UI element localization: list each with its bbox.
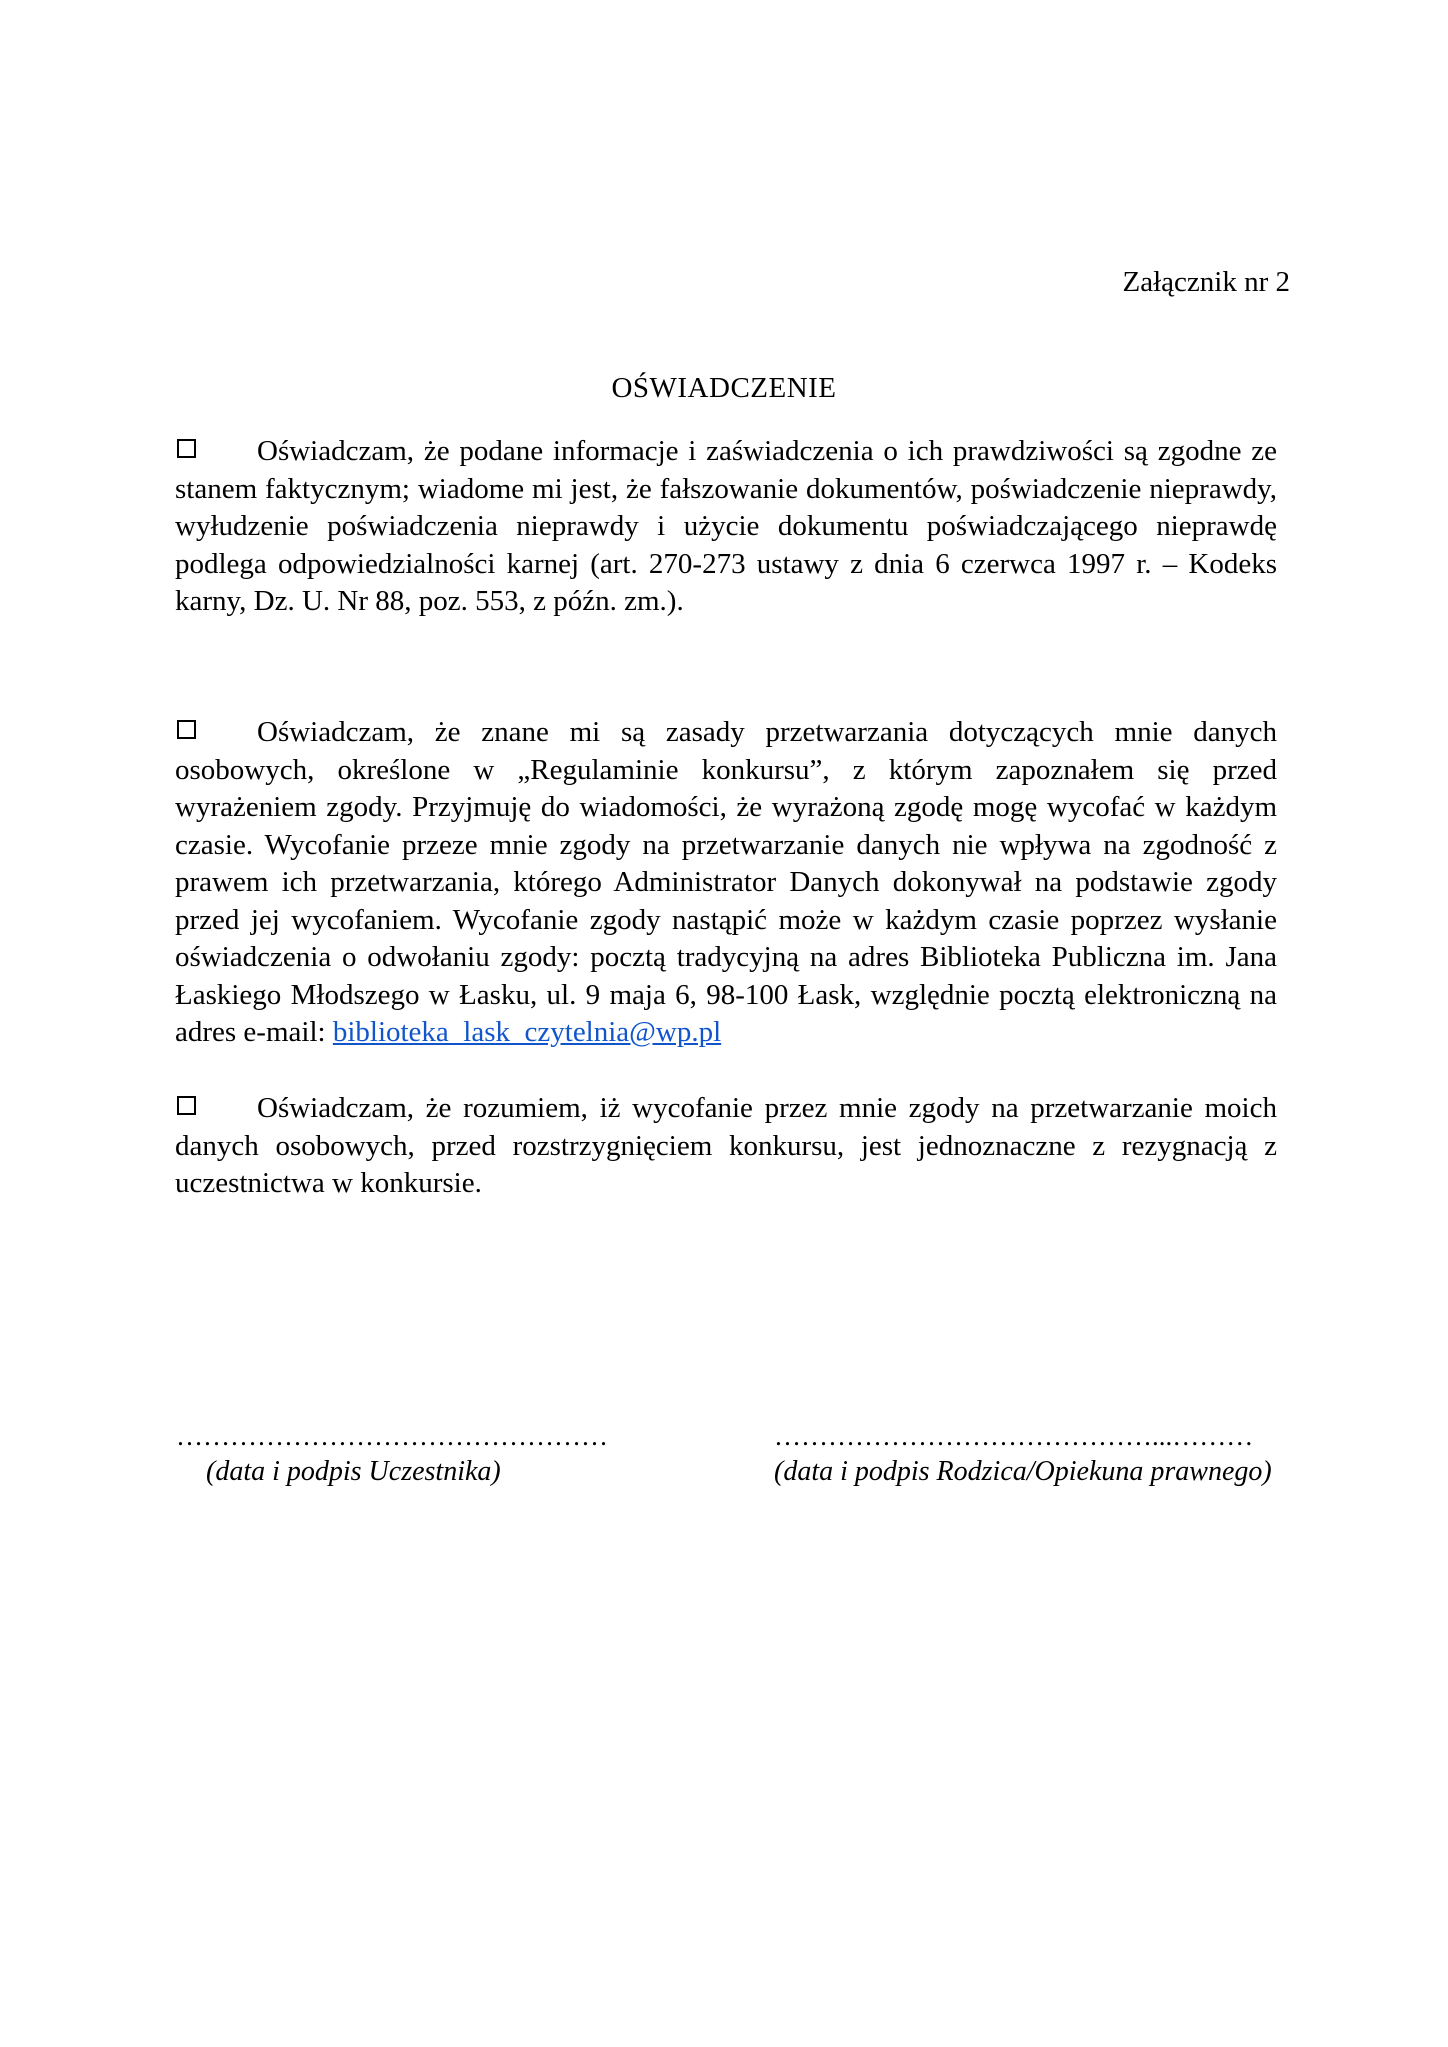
guardian-signature-line: ……………………………………...……… [774,1421,1254,1451]
participant-signature-block [176,1418,656,1490]
guardian-signature-block [774,1418,1294,1490]
declaration-2 [175,714,1277,1052]
declaration-1-checkbox[interactable] [177,439,196,458]
guardian-signature-label: (data i podpis Rodzica/Opiekuna prawnego) [774,1456,1272,1487]
participant-signature-label: (data i podpis Uczestnika) [206,1456,501,1487]
declaration-1-text: Oświadczam, że podane informacje i zaświadczenia o ich prawdziwości są zgodne ze stanem faktycznym; wiadome mi jest, że fałszowanie dokumentów, poświadczenie nieprawdy, wyłudzenie poświadczenia nieprawdy i użycie dokumentu poświadczającego nieprawdę podlega odpowiedzialności karnej (art. 270-273 ustawy z dnia 6 czerwca 1997 r. – Kodeks karny, Dz. U. Nr 88, poz. 553, z późn. zm.). [175,435,1277,617]
declaration-3 [175,1090,1277,1203]
declaration-2-checkbox[interactable] [177,720,196,739]
annex-label: Załącznik nr 2 [1122,266,1290,298]
participant-signature-line: ………………………………………… [176,1421,608,1451]
declaration-3-text: Oświadczam, że rozumiem, iż wycofanie przez mnie zgody na przetwarzanie moich danych osobowych, przed rozstrzygnięciem konkursu, jest jednoznaczne z rezygnacją z uczestnictwa w konkursie. [175,1092,1277,1199]
email-link[interactable]: biblioteka_lask_czytelnia@wp.pl [332,1016,722,1048]
document-title: OŚWIADCZENIE [611,372,837,404]
declaration-1 [175,433,1277,621]
declaration-3-checkbox[interactable] [177,1096,196,1115]
declaration-2-text: Oświadczam, że znane mi są zasady przetwarzania dotyczących mnie danych osobowych, określone w „Regulaminie konkursu”, z którym zapoznałem się przed wyrażeniem zgody. Przyjmuję do wiadomości, że wyrażoną zgodę mogę wycofać w każdym czasie. Wycofanie przeze mnie zgody na przetwarzanie danych nie wpływa na zgodność z prawem ich przetwarzania, którego Administrator Danych dokonywał na podstawie zgody przed jej wycofaniem. Wycofanie zgody nastąpić może w każdym czasie poprzez wysłanie oświadczenia o odwołaniu zgody: pocztą tradycyjną na adres Biblioteka Publiczna im. Jana Łaskiego Młodszego w Łasku, ul. 9 maja 6, 98-100 Łask, względnie pocztą elektroniczną na adres e-mail: [175,716,1277,1048]
